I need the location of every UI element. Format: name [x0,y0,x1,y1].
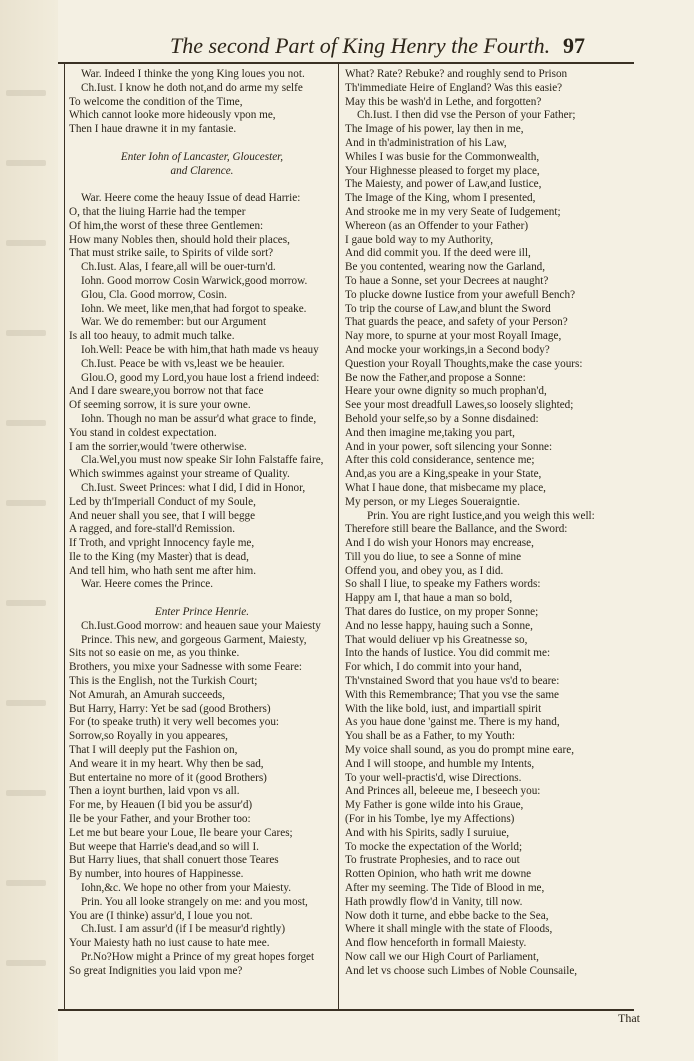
text-line: And mocke your workings,in a Second body? [345,343,550,356]
text-line: With the like bold, iust, and impartiall spirit [345,702,542,715]
text-line: War. Heere come the heauy Issue of dead Harrie: [81,192,301,205]
text-line: And in your power, soft silencing your Sonne: [345,440,553,453]
text-line: To welcome the condition of the Time, [69,95,243,108]
text-line: Iohn. Good morrow Cosin Warwick,good morrow. [81,274,308,287]
text-line: And flow henceforth in formall Maiesty. [345,937,527,950]
text-line: Iohn. We meet, like men,that had forgot to speake. [81,302,307,315]
stage-direction: Enter Iohn of Lancaster, Gloucester, [120,150,284,163]
bottom-rule [58,1009,634,1011]
text-line: That guards the peace, and safety of your Person? [345,316,568,329]
text-line: War. Indeed I thinke the yong King loues you not. [81,68,305,80]
text-line: Behold your selfe,so by a Sonne disdained: [345,412,539,425]
text-line: Brothers, you mixe your Sadnesse with some Feare: [69,661,303,674]
text-line: This is the English, not the Turkish Court; [69,675,258,688]
text-line: You stand in coldest expectation. [69,426,217,439]
text-line: Prin. You are right Iustice,and you weigh this well: [367,509,595,522]
text-line: And I dare sweare,you borrow not that face [69,385,264,398]
text-line: To your well-practis'd, wise Directions. [345,771,522,784]
text-line: Nay more, to spurne at your most Royall Image, [345,330,562,343]
text-line: To frustrate Prophesies, and to race out [345,854,520,867]
text-line: After this cold considerance, sentence me; [345,454,535,467]
text-line: Ch.Iust. Alas, I feare,all will be ouer-turn'd. [81,261,276,274]
text-line: The Maiesty, and power of Law,and Iustice, [345,178,542,191]
text-line: After my seeming. The Tide of Blood in me, [345,882,545,895]
text-line: My person, or my Lieges Soueraigntie. [345,495,520,508]
text-line: If Troth, and vpright Innocency fayle me, [69,537,255,550]
text-line: But entertaine no more of it (good Brothers) [69,771,267,784]
text-line: Of him,the worst of these three Gentlemen: [69,219,264,232]
text-line: And did commit you. If the deed were ill, [345,247,531,260]
facing-page-bleed [0,0,58,1061]
text-line: Prin. You all looke strangely on me: and you most, [81,895,308,908]
text-line: For me, by Heauen (I bid you be assur'd) [69,799,253,812]
line-spacer [69,592,335,606]
text-line: And then imagine me,taking you part, [345,426,515,439]
text-line: As you haue done 'gainst me. There is my hand, [345,716,560,729]
running-title: The second Part of King Henry the Fourth. [170,33,551,58]
text-line: Ch.Iust. I am assur'd (if I be measur'd rightly) [81,923,286,936]
text-line: Then a ioynt burthen, laid vpon vs all. [69,785,240,798]
text-line: Sorrow,so Royally in you appeares, [69,730,228,743]
text-line: Be now the Father,and propose a Sonne: [345,371,526,384]
text-line: My Father is gone wilde into his Graue, [345,799,524,812]
text-line: O, that the liuing Harrie had the temper [69,205,246,218]
text-line: Which cannot looke more hideously vpon me, [69,109,276,122]
text-line: Offend you, and obey you, as I did. [345,564,504,577]
text-line: And strooke me in my very Seate of Iudgement; [345,205,561,218]
header-rule [58,62,634,64]
text-line: That must strike saile, to Spirits of vilde sort? [69,247,274,260]
text-line: Ch.Iust.Good morrow: and heauen saue your Maiesty [81,619,321,632]
right-column [345,68,631,1008]
text-line: And I will stoope, and humble my Intents, [345,757,535,770]
text-line: And tell him, who hath sent me after him. [69,564,257,577]
text-line: Ch.Iust. I know he doth not,and do arme my selfe [81,81,303,94]
text-line: War. We do remember: but our Argument [81,316,267,329]
text-line: Your Maiesty hath no iust cause to hate mee. [69,937,270,950]
text-line: Which swimmes against your streame of Quality. [69,468,290,481]
text-line: Cla.Wel,you must now speake Sir Iohn Falstaffe faire, [81,454,324,467]
text-line: For which, I do commit into your hand, [345,661,522,674]
text-line: You shall be as a Father, to my Youth: [345,730,515,743]
text-line: Led by th'Imperiall Conduct of my Soule, [69,495,256,508]
left-column [69,68,335,1008]
text-line: Till you do liue, to see a Sonne of mine [345,550,522,563]
text-line: What I haue done, that misbecame my place, [345,481,546,494]
left-column-rule [64,64,65,1009]
text-line: See your most dreadfull Lawes,so loosely slighted; [345,399,574,412]
text-line: And weare it in my heart. Why then be sad, [69,757,264,770]
text-line: Ch.Iust. Sweet Princes: what I did, I did in Honor, [81,481,306,494]
text-line: And Princes all, beleeue me, I beseech you: [345,785,541,798]
text-line: Of seeming sorrow, it is sure your owne. [69,399,251,412]
text-line: And with his Spirits, sadly I suruiue, [345,826,510,839]
text-line: And neuer shall you see, that I will begge [69,509,256,522]
text-line: Ile to the King (my Master) that is dead, [69,550,249,563]
column-divider [338,64,339,1009]
text-line: You are (I thinke) assur'd, I loue you not. [69,909,253,922]
text-line: Whiles I was busie for the Commonwealth, [345,150,540,163]
text-line: Iohn,&c. We hope no other from your Maiesty. [81,882,292,895]
text-line: That dares do Iustice, on my proper Sonne; [345,606,539,619]
text-line: Heare your owne dignity so much prophan'd, [345,385,547,398]
text-line: That I will deeply put the Fashion on, [69,744,238,757]
text-line: Glou, Cla. Good morrow, Cosin. [81,288,227,301]
text-line: (For in his Tombe, lye my Affections) [345,813,515,826]
text-line: Ch.Iust. I then did vse the Person of your Father; [357,109,576,122]
stage-direction: Enter Prince Henrie. [154,606,250,619]
text-line: Therefore still beare the Ballance, and the Sword: [345,523,568,536]
text-line: Now doth it turne, and ebbe backe to the Sea, [345,909,549,922]
text-line: Whereon (as an Offender to your Father) [345,219,529,232]
line-spacer [69,178,335,192]
line-spacer [69,137,335,151]
text-line: Th'vnstained Sword that you haue vs'd to beare: [345,675,560,688]
text-line: But Harry, Harry: Yet be sad (good Brothers) [69,702,271,715]
text-line: Ioh.Well: Peace be with him,that hath made vs heauy [81,343,319,356]
text-line: Iohn. Though no man be assur'd what grace to finde, [81,412,317,425]
text-line: By number, into houres of Happinesse. [69,868,244,881]
text-line: The Image of the King, whom I presented, [345,192,536,205]
text-line: To plucke downe Iustice from your awefull Bench? [345,288,576,301]
text-line: Then I haue drawne it in my fantasie. [69,123,237,136]
text-line: Not Amurah, an Amurah succeeds, [69,688,225,701]
text-line: For (to speake truth) it very well becomes you: [69,716,280,729]
text-line: What? Rate? Rebuke? and roughly send to Prison [345,68,568,80]
text-line: Glou.O, good my Lord,you haue lost a friend indeed: [81,371,320,384]
stage-direction: and Clarence. [170,164,234,177]
text-line: Pr.No?How might a Prince of my great hopes forget [81,951,315,963]
text-line: Ch.Iust. Peace be with vs,least we be heauier. [81,357,285,370]
text-line: Now call we our High Court of Parliament, [345,951,539,963]
text-line: To trip the course of Law,and blunt the Sword [345,302,551,315]
text-line: To haue a Sonne, set your Decrees at naught? [345,274,549,287]
text-line: I am the sorrier,would 'twere otherwise. [69,440,247,453]
text-line: May this be wash'd in Lethe, and forgotten? [345,95,542,108]
text-line: My voice shall sound, as you do prompt mine eare, [345,744,574,757]
text-line: With this Remembrance; That you vse the same [345,688,560,701]
text-line: And,as you are a King,speake in your State, [345,468,542,481]
text-line: How many Nobles then, should hold their places, [69,233,290,246]
text-line: Happy am I, that haue a man so bold, [345,592,513,605]
text-line: Is all too heauy, to admit much talke. [69,330,235,343]
text-line: Let me but beare your Loue, Ile beare your Cares; [69,826,293,839]
catchword: That [618,1011,640,1025]
text-line: Hath prowdly flow'd in Vanity, till now. [345,895,523,908]
text-line: Your Highnesse pleased to forget my place, [345,164,540,177]
text-line: To mocke the expectation of the World; [345,840,523,853]
text-line: Question your Royall Thoughts,make the case yours: [345,357,583,370]
text-line: Rotten Opinion, who hath writ me downe [345,868,532,881]
text-line: I gaue bold way to my Authority, [345,233,494,246]
text-line: So shall I liue, to speake my Fathers words: [345,578,541,591]
text-line: Th'immediate Heire of England? Was this easie? [345,81,563,94]
text-line: War. Heere comes the Prince. [81,578,214,591]
text-line: Sits not so easie on me, as you thinke. [69,647,240,660]
text-line: The Image of his power, lay then in me, [345,123,524,136]
text-line: And in th'administration of his Law, [345,136,507,149]
page-number: 97 [563,33,585,58]
text-line: And I do wish your Honors may encrease, [345,537,534,550]
text-line: And no lesse happy, hauing such a Sonne, [345,619,533,632]
text-line: That would deliuer vp his Greatnesse so, [345,633,528,646]
text-line: A ragged, and fore-stall'd Remission. [69,523,236,536]
text-line: And let vs choose such Limbes of Noble Counsaile, [345,964,578,977]
text-line: Be you contented, wearing now the Garland, [345,261,546,274]
text-line: But weepe that Harrie's dead,and so will I. [69,840,259,853]
text-line: Ile be your Father, and your Brother too: [69,813,251,826]
text-line: Into the hands of Iustice. You did commit me: [345,647,551,660]
text-line: Prince. This new, and gorgeous Garment, Maiesty, [81,633,307,646]
text-line: So great Indignities you laid vpon me? [69,964,243,977]
text-line: Where it shall mingle with the state of Floods, [345,923,553,936]
text-line: But Harry liues, that shall conuert those Teares [69,854,279,867]
